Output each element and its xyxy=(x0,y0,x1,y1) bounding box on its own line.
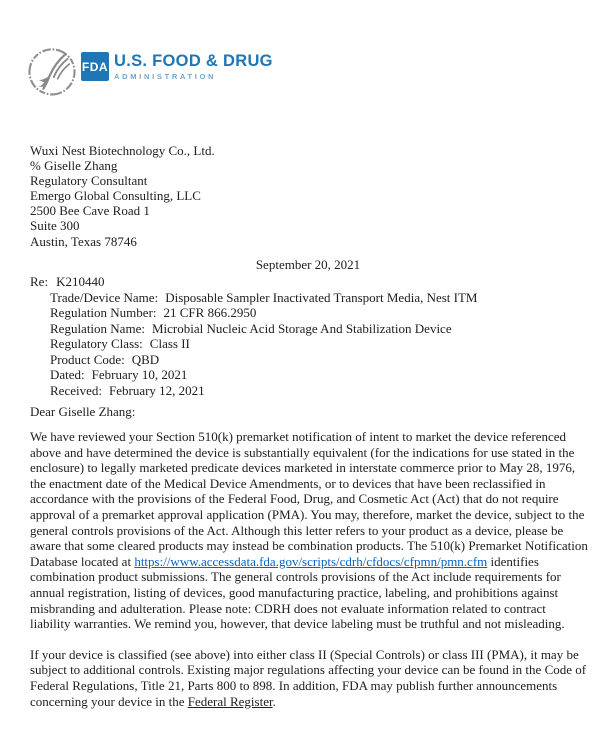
letter-date: September 20, 2021 xyxy=(255,257,361,272)
recipient-address-block xyxy=(30,143,215,249)
reference-row: Trade/Device Name: Disposable Sampler Inactivated Transport Media, Nest ITM xyxy=(50,289,478,305)
reference-row: Regulation Number: 21 CFR 866.2950 xyxy=(50,305,257,320)
federal-register-reference: Federal Register xyxy=(187,693,273,709)
paragraph2-period: . xyxy=(272,693,276,709)
fda-logo xyxy=(81,52,109,81)
re-label: Re: xyxy=(30,274,49,289)
letterhead xyxy=(26,44,273,98)
k-number: K210440 xyxy=(56,274,105,289)
fda-logo-acronym: FDA xyxy=(81,59,109,74)
hhs-seal-icon xyxy=(26,44,78,98)
paragraph1-text-after-link: identifies combination product submissions. The general controls provisions of the Act include requirements for annual registration, listing of devices, good manufacturing practice, labeling, and prohibitions against misbranding and adulteration. Please note: CDRH does not evaluate information related to contract liability warranties. We remind you, however, that device labeling must be truthful and not misleading. xyxy=(30,553,565,632)
recipient-line: Emergo Global Consulting, LLC xyxy=(30,188,201,204)
fda-wordmark xyxy=(114,53,273,80)
recipient-line: Austin, Texas 78746 xyxy=(30,233,137,249)
reference-number-line xyxy=(30,274,478,290)
reference-block xyxy=(30,274,478,398)
recipient-line: Wuxi Nest Biotechnology Co., Ltd. xyxy=(30,143,215,158)
reference-row: Regulation Name: Microbial Nucleic Acid Storage And Stabilization Device xyxy=(50,320,452,336)
pmn-database-link[interactable]: https://www.accessdata.fda.gov/scripts/cdrh/cfdocs/cfpmn/pmn.cfm xyxy=(134,553,488,569)
body-paragraph-2 xyxy=(30,647,588,709)
body-paragraph-1 xyxy=(30,429,588,632)
salutation: Dear Giselle Zhang: xyxy=(30,404,136,419)
reference-row: Received: February 12, 2021 xyxy=(50,382,205,398)
reference-row: Regulatory Class: Class II xyxy=(50,336,190,351)
letter-body xyxy=(30,429,588,709)
reference-row: Dated: February 10, 2021 xyxy=(50,367,188,382)
agency-subtitle: ADMINISTRATION xyxy=(114,71,217,81)
reference-row: Product Code: QBD xyxy=(50,351,160,367)
agency-name: U.S. FOOD & DRUG xyxy=(114,52,273,70)
recipient-line: % Giselle Zhang xyxy=(30,158,118,174)
recipient-line: 2500 Bee Cave Road 1 xyxy=(30,203,150,219)
recipient-line: Suite 300 xyxy=(30,218,80,234)
recipient-line: Regulatory Consultant xyxy=(30,173,148,189)
paragraph1-text-before-link: We have reviewed your Section 510(k) premarket notification of intent to market the device referenced above and have determined the device is substantially equivalent (for the indications for use stated in the enclosure) to legally marketed predicate devices marketed in interstate commerce prior to May 28, 1976, the enactment date of the Medical Device Amendments, or to devices that have been reclassified in accordance with the provisions of the Federal Food, Drug, and Cosmetic Act (Act) that do not require approval of a premarket approval application (PMA). You may, therefore, market the device, subject to the general controls provisions of the Act. Although this letter refers to your product as a device, please be aware that some cleared products may instead be combination products. The 510(k) Premarket Notification Database located at xyxy=(30,429,588,569)
paragraph2-text: If your device is classified (see above) into either class II (Special Controls) or class III (PMA), it may be subject to additional controls. Existing major regulations affecting your device can be found in the Code of Federal Regulations, Title 21, Parts 800 to 898. In addition, FDA may publish further announcements concerning your device in the xyxy=(30,646,587,709)
reference-details xyxy=(50,290,478,399)
